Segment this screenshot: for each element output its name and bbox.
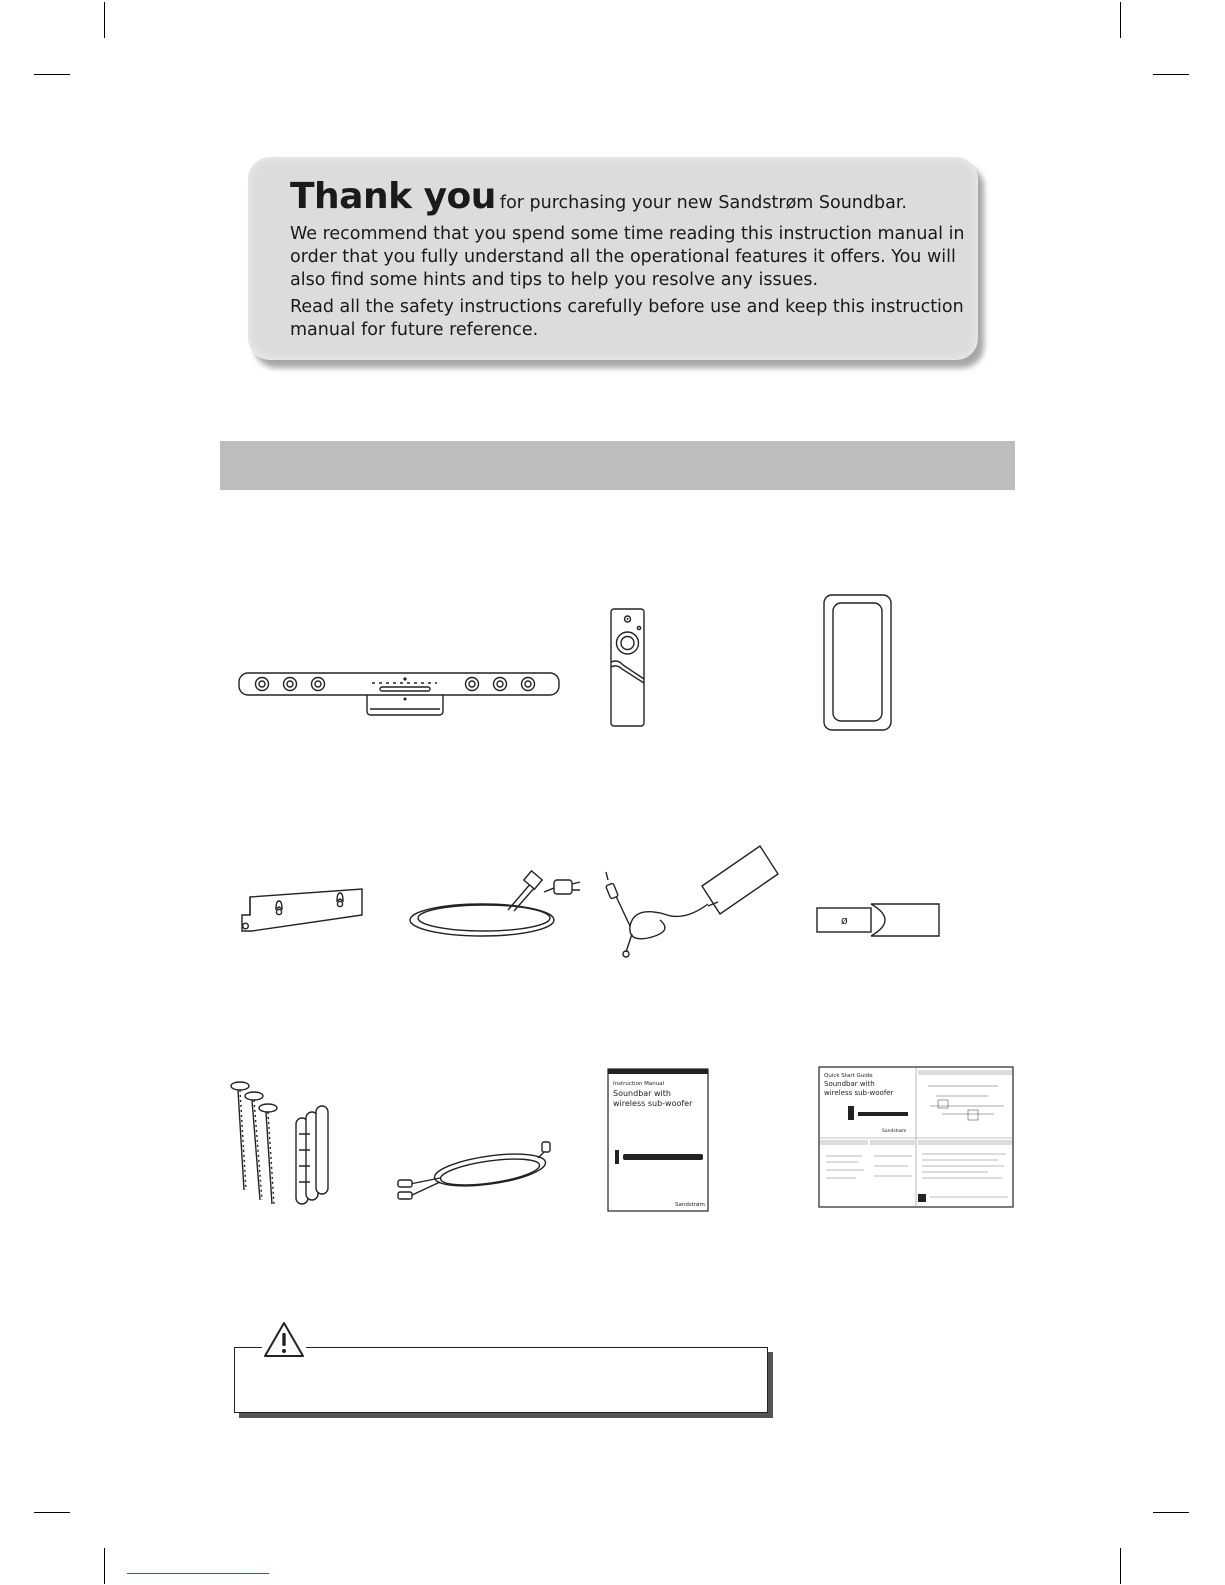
quickstart-title-line1: Soundbar with <box>824 1080 875 1088</box>
remote-control-illustration <box>608 607 648 729</box>
audio-cable-illustration <box>394 1140 554 1204</box>
warning-triangle-icon <box>262 1320 306 1360</box>
thank-you-subtitle: for purchasing your new Sandstrøm Soundbar. <box>499 193 907 213</box>
quickstart-title-line2: wireless sub-woofer <box>824 1089 894 1097</box>
crop-mark <box>1153 1512 1189 1513</box>
power-cable-illustration <box>404 870 584 944</box>
instruction-manual-thumbnail <box>607 1068 709 1212</box>
crop-mark <box>1120 2 1121 38</box>
quickstart-brand: Sandstrøm <box>882 1129 907 1134</box>
manual-header: Instruction Manual <box>613 1081 665 1087</box>
plug-adapter-illustration <box>815 902 943 938</box>
thank-you-box <box>248 157 978 360</box>
thank-you-title: Thank you <box>290 176 496 217</box>
power-adapter-illustration <box>604 842 782 964</box>
manual-title-line1: Soundbar with <box>613 1089 671 1098</box>
wall-bracket-illustration <box>240 885 368 939</box>
safety-paragraph: Read all the safety instructions carefully before use and keep this instruction manual for future reference. <box>290 297 964 340</box>
crop-mark <box>34 1512 70 1513</box>
subwoofer-illustration <box>822 593 894 733</box>
manual-title-line2: wireless sub-woofer <box>613 1099 693 1108</box>
crop-mark <box>104 1548 105 1584</box>
soundbar-illustration <box>237 667 563 727</box>
adapter-symbol: ø <box>841 914 848 927</box>
footer-link-underline[interactable] <box>127 1573 269 1574</box>
intro-paragraph: We recommend that you spend some time reading this instruction manual in order that you fully understand all the operational features it offers. You will also find some hints and tips to help you resolve any issues. <box>290 224 965 290</box>
manual-brand: Sandstrøm <box>675 1202 705 1208</box>
crop-mark <box>1120 1548 1121 1584</box>
quickstart-header: Quick Start Guide <box>824 1073 873 1079</box>
quick-start-guide-thumbnail <box>818 1066 1014 1208</box>
crop-mark <box>34 74 70 75</box>
crop-mark <box>1153 74 1189 75</box>
warning-box <box>234 1347 768 1413</box>
section-header-bar <box>220 441 1015 490</box>
crop-mark <box>104 2 105 38</box>
screws-and-plugs-illustration <box>226 1080 338 1208</box>
